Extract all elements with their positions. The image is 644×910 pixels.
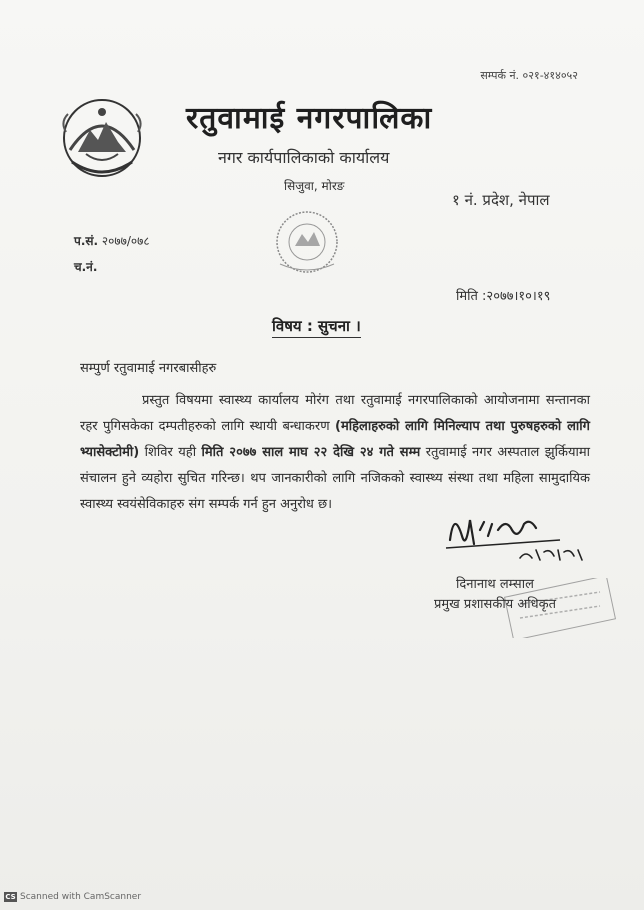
signer-title: प्रमुख प्रशासकीय अधिकृत xyxy=(434,597,557,612)
place-name: सिजुवा, मोरङ xyxy=(284,179,345,193)
reference-number xyxy=(74,232,150,249)
body-text-1: प्रस्तुत विषयमा स्वास्थ्य कार्यालय मोरंग तथा रतुवामाई नगरपालिकाको आयोजनामा सन्तानका रहर पुगिसकेका दम्पतीहरुको लागि स्थायी बन्धाकरण xyxy=(80,393,590,434)
signer-name: दिनानाथ लम्साल xyxy=(456,577,534,592)
contact-number: सम्पर्क नं. ०२१-४१४०५२ xyxy=(480,69,578,82)
document-date: मिति :२०७७।१०।१९ xyxy=(456,289,551,304)
org-name: रतुवामाई नगरपालिका xyxy=(186,101,433,136)
body-text-2: शिविर यही xyxy=(139,445,202,460)
office-name: नगर कार्यपालिकाको कार्यालय xyxy=(218,148,390,167)
cn-label: च.नं. xyxy=(74,260,98,274)
office-seal-stamp xyxy=(262,206,352,278)
ps-label: प.सं. xyxy=(74,234,99,248)
body-bold-2: मिति २०७७ साल माघ २२ देखि २४ गते सम्म xyxy=(201,445,421,460)
notice-body xyxy=(80,388,590,518)
camscanner-logo-icon: CS xyxy=(5,893,16,901)
dispatch-number xyxy=(74,258,97,275)
body-text-3: रतुवामाई नगर अस्पताल झुर्कियामा संचालन हुने व्यहोरा सुचित गरिन्छ। थप जानकारीको लागि नजिकको स्वास्थ्य संस्था तथा महिला सामुदायिक स्वास्थ्य स्वयंसेविकाहरु संग सम्पर्क गर्न हुन अनुरोध छ। xyxy=(80,445,591,512)
province-name: १ नं. प्रदेश, नेपाल xyxy=(452,191,550,209)
scanner-watermark xyxy=(4,892,141,902)
subject-heading: विषय : सुचना । xyxy=(272,316,361,338)
body-bold-1: (महिलाहरुको लागि मिनिल्याप तथा पुरुषहरुको लागि भ्यासेक्टोमी) xyxy=(80,419,590,460)
salutation: सम्पुर्ण रतुवामाई नगरबासीहरु xyxy=(80,361,217,376)
handwritten-signature xyxy=(440,500,600,570)
scanner-text: Scanned with CamScanner xyxy=(20,892,142,902)
ps-value: २०७७/०७८ xyxy=(101,234,150,248)
nepal-emblem-icon xyxy=(56,92,148,184)
